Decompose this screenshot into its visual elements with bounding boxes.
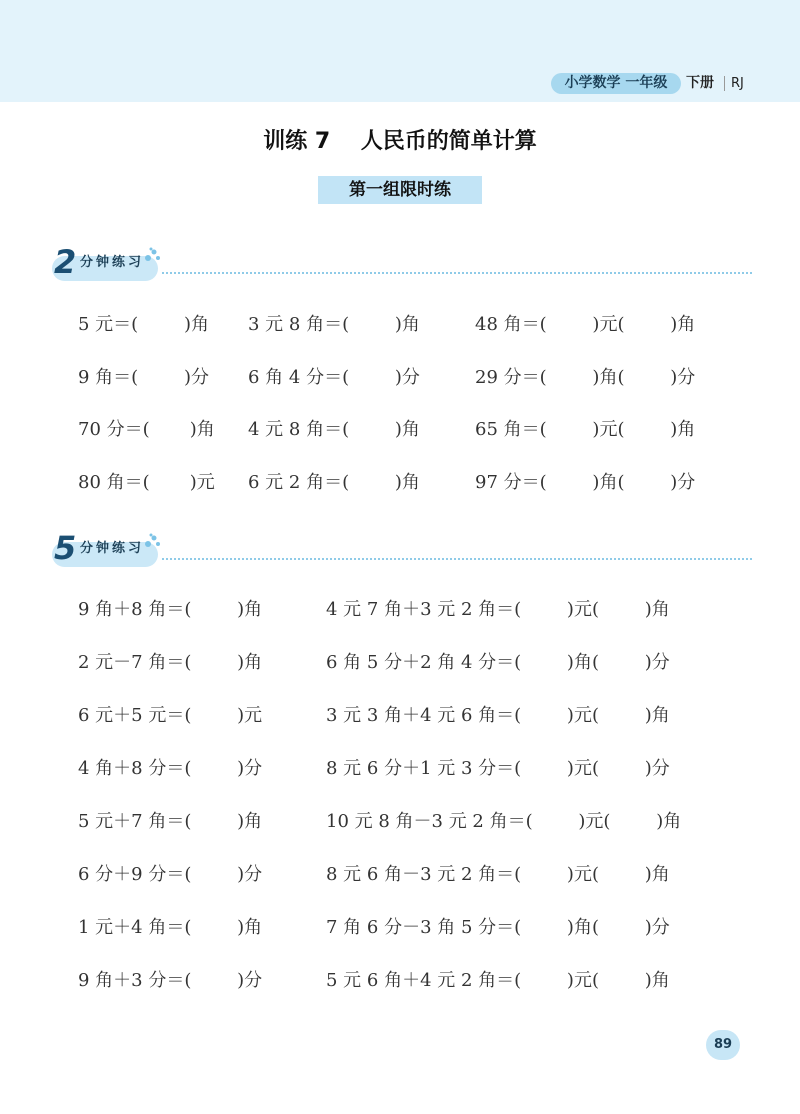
conversion-problem[interactable]: 8 元 6 角－3 元 2 角＝( )元( )角 bbox=[326, 864, 670, 885]
conversion-problem[interactable]: 5 元 6 角＋4 元 2 角＝( )元( )角 bbox=[326, 970, 670, 991]
conversion-problem[interactable]: 4 元 8 角＝( )角 bbox=[248, 419, 420, 440]
exercise-row bbox=[0, 468, 800, 498]
conversion-problem[interactable]: 4 角＋8 分＝( )分 bbox=[78, 758, 263, 779]
section-label: 分钟练习 bbox=[80, 541, 145, 556]
exercise-row bbox=[0, 363, 800, 393]
section-header-2min bbox=[52, 243, 752, 290]
exercise-row bbox=[0, 913, 800, 943]
conversion-problem[interactable]: 4 元 7 角＋3 元 2 角＝( )元( )角 bbox=[326, 599, 670, 620]
conversion-problem[interactable]: 6 元＋5 元＝( )元 bbox=[78, 705, 263, 726]
exercise-row bbox=[0, 860, 800, 890]
exercise-row bbox=[0, 754, 800, 784]
conversion-problem[interactable]: 80 角＝( )元 bbox=[78, 471, 215, 493]
section-label: 分钟练习 bbox=[80, 255, 145, 270]
conversion-problem[interactable]: 2 元－7 角＝( )角 bbox=[78, 652, 263, 673]
conversion-problem[interactable]: 9 角＋3 分＝( )分 bbox=[78, 970, 263, 991]
exercise-group-title: 第一组限时练 bbox=[318, 176, 482, 204]
conversion-problem[interactable]: 48 角＝( )元( )角 bbox=[475, 314, 696, 335]
subject-grade-label: 小学数学 一年级 bbox=[551, 73, 681, 94]
page-title: 训练 7 人民币的简单计算 bbox=[263, 129, 537, 154]
conversion-problem[interactable]: 3 元 8 角＝( )角 bbox=[248, 314, 420, 335]
conversion-problem[interactable]: 6 角 5 分＋2 角 4 分＝( )角( )分 bbox=[326, 652, 670, 673]
exercise-row bbox=[0, 415, 800, 445]
minutes-number: 5 bbox=[54, 529, 77, 567]
conversion-problem[interactable]: 10 元 8 角－3 元 2 角＝( )元( )角 bbox=[326, 811, 682, 832]
conversion-problem[interactable]: 7 角 6 分－3 角 5 分＝( )角( )分 bbox=[326, 917, 670, 938]
volume-label: 下册 bbox=[686, 75, 714, 91]
header-divider bbox=[724, 76, 725, 91]
conversion-problem[interactable]: 5 元＋7 角＝( )角 bbox=[78, 811, 263, 832]
conversion-problem[interactable]: 65 角＝( )元( )角 bbox=[475, 419, 696, 440]
exercise-row bbox=[0, 807, 800, 837]
conversion-problem[interactable]: 3 元 3 角＋4 元 6 角＝( )元( )角 bbox=[326, 705, 670, 726]
exercise-row bbox=[0, 701, 800, 731]
conversion-problem[interactable]: 29 分＝( )角( )分 bbox=[475, 366, 696, 388]
exercise-row bbox=[0, 966, 800, 996]
splash-icon bbox=[142, 532, 162, 550]
conversion-problem[interactable]: 8 元 6 分＋1 元 3 分＝( )元( )分 bbox=[326, 758, 670, 779]
conversion-problem[interactable]: 5 元＝( )角 bbox=[78, 314, 209, 335]
splash-icon bbox=[142, 246, 162, 264]
conversion-problem[interactable]: 6 角 4 分＝( )分 bbox=[248, 366, 420, 388]
dotted-divider bbox=[162, 558, 752, 560]
conversion-problem[interactable]: 97 分＝( )角( )分 bbox=[475, 471, 696, 493]
conversion-problem[interactable]: 9 角＋8 角＝( )角 bbox=[78, 599, 263, 620]
section-header-5min bbox=[52, 529, 752, 576]
conversion-problem[interactable]: 6 分＋9 分＝( )分 bbox=[78, 864, 263, 885]
minutes-number: 2 bbox=[54, 243, 77, 281]
exercise-row bbox=[0, 310, 800, 340]
page-number: 89 bbox=[706, 1030, 740, 1060]
edition-label: RJ bbox=[731, 76, 744, 91]
conversion-problem[interactable]: 70 分＝( )角 bbox=[78, 419, 215, 440]
conversion-problem[interactable]: 6 元 2 角＝( )角 bbox=[248, 471, 420, 493]
exercise-row bbox=[0, 648, 800, 678]
conversion-problem[interactable]: 1 元＋4 角＝( )角 bbox=[78, 917, 263, 938]
conversion-problem[interactable]: 9 角＝( )分 bbox=[78, 366, 209, 388]
exercise-row bbox=[0, 595, 800, 625]
dotted-divider bbox=[162, 272, 752, 274]
